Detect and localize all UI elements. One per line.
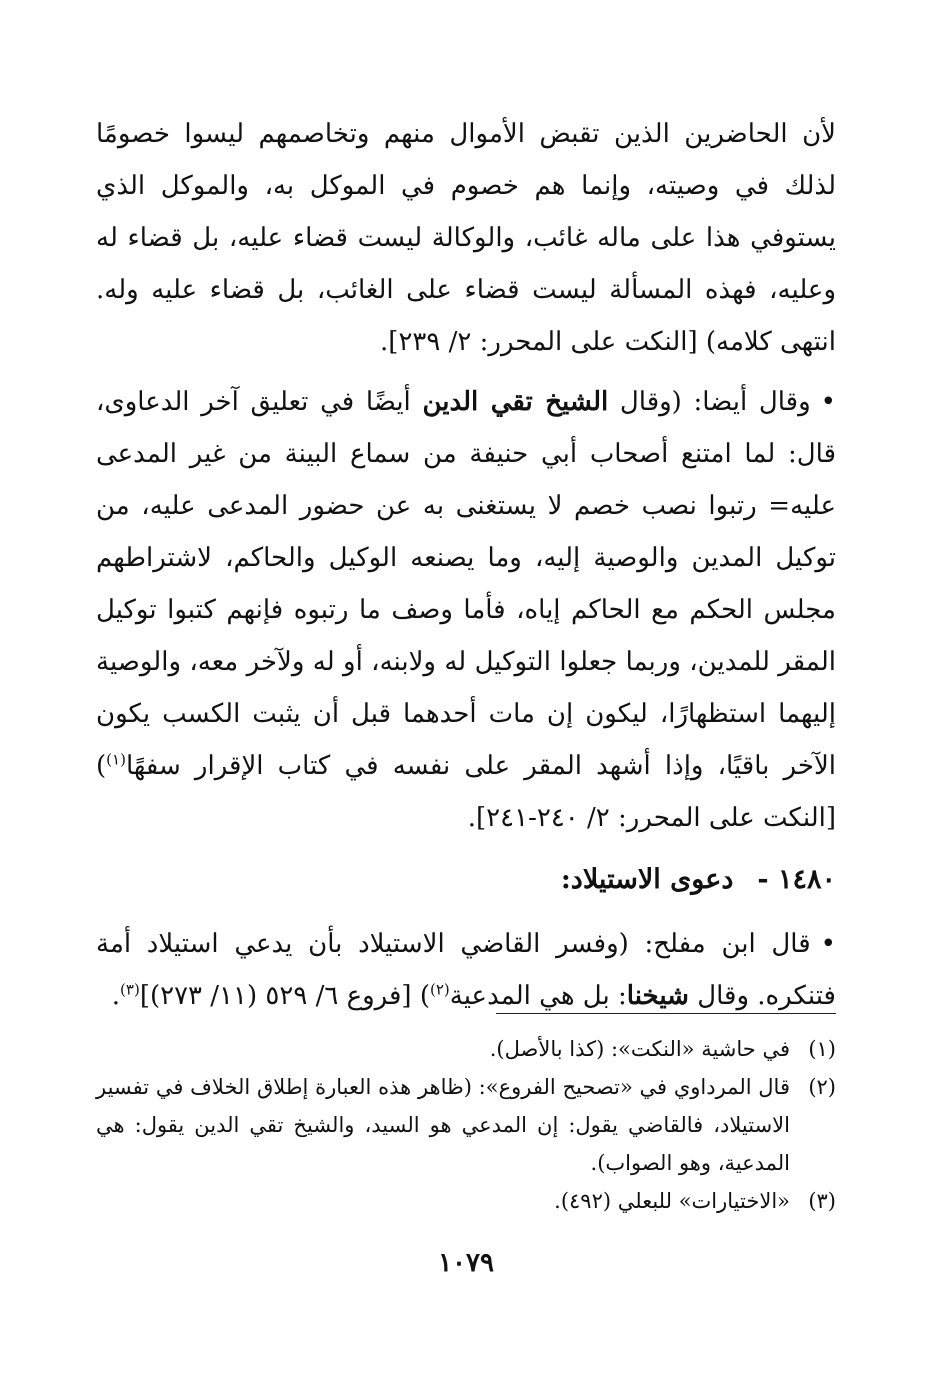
section-number: ١٤٨٠ - — [757, 864, 836, 895]
footnote-2-number: (٢) — [808, 1075, 836, 1099]
paragraph-3-after: ) [فروع ٦/ ٥٢٩ (١١/ ٢٧٣)] — [139, 981, 430, 1011]
paragraph-2-bold: الشيخ تقي الدين — [422, 387, 609, 417]
footnote-1-text: في حاشية «النكت»: (كذا بالأصل). — [489, 1037, 790, 1061]
page-number: ١٠٧٩ — [438, 1248, 494, 1278]
paragraph-2-text: أيضًا في تعليق آخر الدعاوى، قال: لما امتنع أصحاب أبي حنيفة من سماع البينة من غير المدعى عليه= رتبوا نصب خصم لا يستغنى به عن حضور المدعى عليه، من توكيل المدين والوصية إليه، وما يصنعه الوكيل والحاكم، لاشتراطهم مجلس الحكم مع الحاكم إياه، فأما وصف ما رتبوه فإنهم كتبوا توكيل المقر للمدين، وربما جعلوا التوكيل له ولابنه، أو له ولآخر معه، والوصية إليهما استظهارًا، ليكون إن مات أحدهما قبل أن يثبت الكسب يكون الآخر باقيًا، وإذا أشهد المقر على نفسه في كتاب الإقرار سفهًا — [96, 387, 836, 781]
paragraph-2-after: ) [النكت على المحرر: ٢/ ٢٤٠-٢٤١]. — [96, 751, 836, 833]
section-title: دعوى الاستيلاد: — [560, 864, 734, 895]
paragraph-3-text: قال ابن مفلح: (وفسر القاضي الاستيلاد بأن يدعي استيلاد أمة فتنكره. وقال — [96, 929, 836, 1011]
footnote-3-number: (٣) — [808, 1189, 836, 1213]
bullet-icon: • — [820, 929, 836, 959]
paragraph-2-intro: وقال أيضا: (وقال — [608, 387, 811, 417]
footnote-3-text: «الاختيارات» للبعلي (٤٩٢). — [554, 1189, 790, 1213]
paragraph-3-end: . — [111, 981, 121, 1011]
paragraph-3 — [96, 918, 836, 1022]
footnote-ref-2: (٢) — [429, 980, 450, 999]
paragraph-3-bold: شيخنا — [626, 981, 689, 1011]
footnote-ref-3: (٣) — [120, 980, 140, 999]
footnote-divider — [496, 1013, 836, 1014]
footnote-2 — [96, 1068, 836, 1182]
book-page — [96, 108, 836, 1387]
footnotes — [96, 1030, 836, 1220]
footnote-1-number: (١) — [808, 1037, 836, 1061]
bullet-icon: • — [820, 387, 836, 417]
paragraph-3-text2: : بل هي المدعية — [449, 981, 627, 1011]
paragraph-2 — [96, 376, 836, 844]
footnote-2-text: قال المرداوي في «تصحيح الفروع»: (ظاهر هذه العبارة إطلاق الخلاف في تفسير الاستيلاد، فالقاضي يقول: إن المدعي هو السيد، والشيخ تقي الدين يقول: هي المدعية، وهو الصواب). — [96, 1075, 790, 1175]
footnote-ref-1: (١) — [106, 750, 126, 769]
section-heading — [96, 854, 836, 906]
paragraph-1 — [96, 108, 836, 368]
footnote-3 — [96, 1182, 836, 1220]
paragraph-1-text: لأن الحاضرين الذين تقبض الأموال منهم وتخاصمهم ليسوا خصومًا لذلك في وصيته، وإنما هم خصوم في الموكل به، والموكل الذي يستوفي هذا على ماله غائب، والوكالة ليست قضاء عليه، بل قضاء له وعليه، فهذه المسألة ليست قضاء على الغائب، بل قضاء عليه وله. انتهى كلامه) [النكت على المحرر: ٢/ ٢٣٩]. — [96, 119, 836, 357]
footnote-1 — [96, 1030, 836, 1068]
